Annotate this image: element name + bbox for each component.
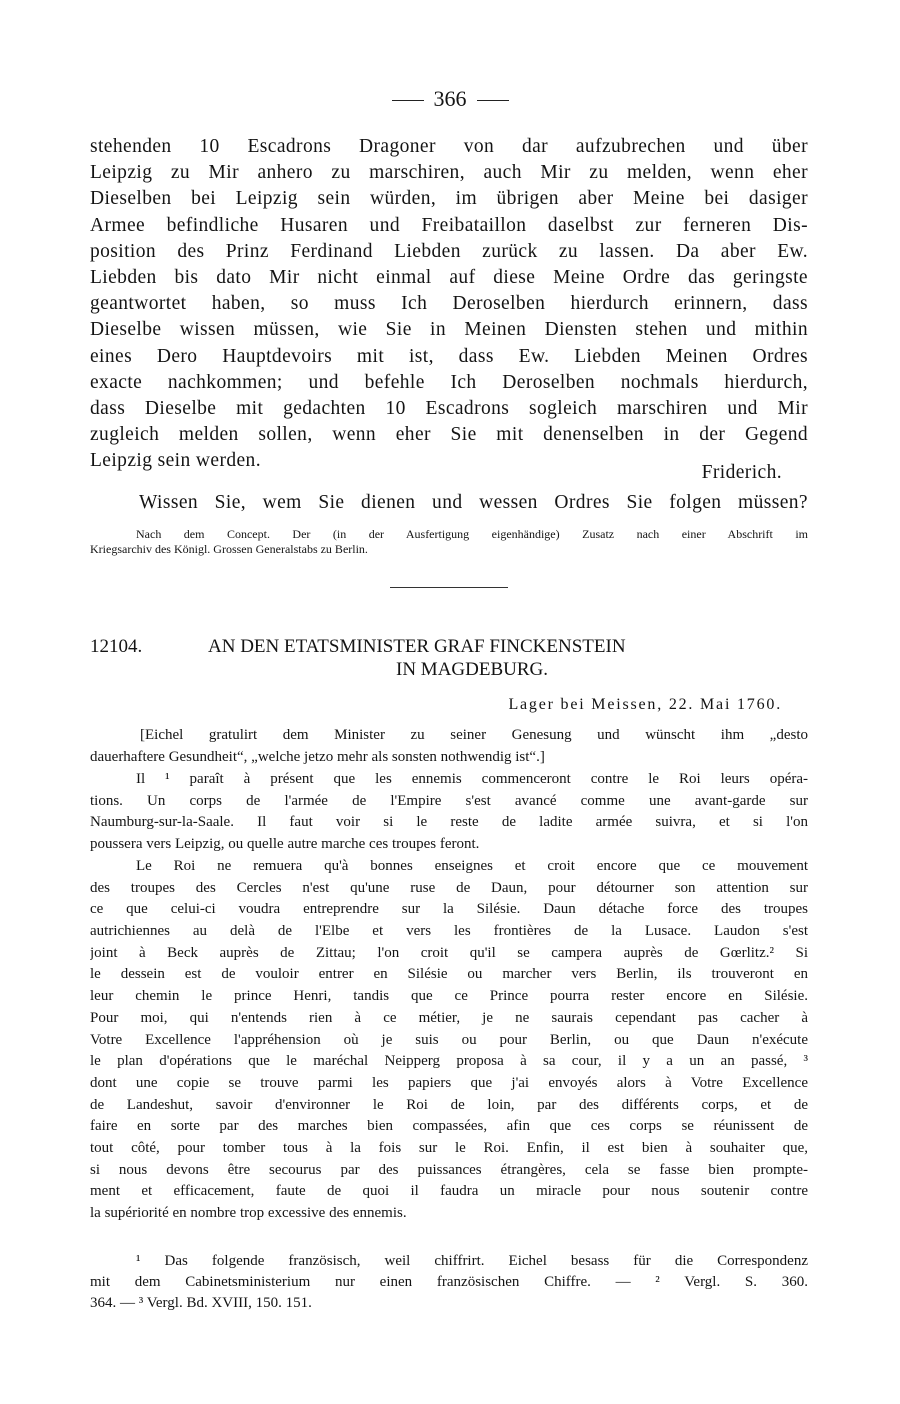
signature-block — [90, 460, 782, 486]
paragraph-line: dont une copie se trouve parmi les papiers que j'ai envoyés alors à Votre Excellence — [90, 1074, 808, 1091]
page-number: 366 — [433, 86, 467, 111]
letter-line: dass Dieselbe mit gedachten 10 Escadrons sogleich marschiren und Mir — [90, 397, 808, 419]
letter-body — [90, 134, 808, 474]
paragraph-line: Naumburg-sur-la-Saale. Il faut voir si le reste de ladite armée suivra, et si l'on — [90, 814, 808, 831]
footnote-line: ¹ Das folgende französisch, weil chiffrirt. Eichel besass für die Correspondenz — [136, 1253, 808, 1269]
document-number: 12104. — [90, 636, 143, 657]
letter-line: Liebden bis dato Mir nicht einmal auf diese Meine Ordre das geringste — [90, 266, 808, 288]
paragraph-line: ce que celui-ci voudra entreprendre sur la Silésie. Daun détache force des troupes — [90, 901, 808, 918]
paragraph-line: leur chemin le prince Henri, tandis que ce Prince pourra rester encore en Silésie. — [90, 988, 808, 1005]
paragraph-line: le plan d'opérations que le maréchal Neipperg proposa à sa cour, il y a un an passé, ³ — [90, 1053, 808, 1070]
page-number-header — [0, 86, 900, 112]
document-heading — [90, 635, 808, 681]
letter-line: exacte nachkommen; und befehle Ich Deroselben nochmals hierdurch, — [90, 371, 808, 393]
letter-line: stehenden 10 Escadrons Dragoner von dar aufzubrechen und über — [90, 136, 808, 157]
paragraph-2 — [90, 856, 808, 1225]
paragraph-line: de Landeshut, savoir d'environner le Roi de loin, par des différents corps, et de — [90, 1096, 808, 1113]
paragraph-line: Pour moi, qui n'entends rien à ce métier, je ne saurais cependant pas cacher à — [90, 1009, 808, 1026]
footnotes — [90, 1251, 808, 1314]
signature: Friderich. — [701, 462, 782, 483]
heading-line-1: AN DEN ETATSMINISTER GRAF FINCKENSTEIN — [208, 636, 626, 657]
letter-line: zugleich melden sollen, wenn eher Sie mit denenselben in der Gegend — [90, 424, 808, 446]
postscript: Wissen Sie, wem Sie dienen und wessen Ordres Sie folgen müssen? — [139, 492, 808, 513]
heading-line-2: IN MAGDEBURG. — [396, 659, 548, 680]
paragraph-line: Il ¹ paraît à présent que les ennemis commenceront contre le Roi leurs opéra- — [136, 771, 808, 787]
paragraph-line: poussera vers Leipzig, ou quelle autre marche ces troupes feront. — [90, 836, 480, 853]
letter-line: Armee befindliche Husaren und Freibataillon daselbst zur ferneren Dis- — [90, 214, 808, 236]
postscript-block — [139, 490, 808, 516]
paragraph-line: Votre Excellence l'appréhension où je suis ou pour Berlin, ou que Daun n'exécute — [90, 1031, 808, 1048]
letter-line: Dieselben bei Leipzig sein würden, im übrigen aber Meine bei dasiger — [90, 188, 808, 210]
paragraph-1 — [90, 769, 808, 856]
letter-line: Leipzig zu Mir anhero zu marschiren, auch Mir zu melden, wenn eher — [90, 162, 808, 184]
paragraph-line: tions. Un corps de l'armée de l'Empire s'est avancé comme une avant-garde sur — [90, 792, 808, 809]
header-dash-right — [477, 100, 509, 101]
paragraph-line: tout côté, pour tomber tous à la fois sur le Roi. Enfin, il est bien à souhaiter que, — [90, 1139, 808, 1156]
paragraph-line: joint à Beck auprès de Zittau; l'on croit qu'il se campera auprès de Gœrlitz.² Si — [90, 944, 808, 961]
paragraph-line: autrichiennes au delà de l'Elbe et vers les frontières de la Lusace. Laudon s'est — [90, 923, 808, 940]
source-note — [90, 527, 808, 557]
summary-line: [Eichel gratulirt dem Minister zu seiner Genesung und wünscht ihm „desto — [140, 727, 808, 743]
paragraph-line: si nous devons être secourus par des puissances étrangères, cela se fasse bien prompte- — [90, 1161, 808, 1178]
footnote-line: mit dem Cabinetsministerium nur einen französischen Chiffre. — ² Vergl. S. 360. — [90, 1274, 808, 1290]
letter-line: Leipzig sein werden. — [90, 450, 261, 472]
header-dash-left — [392, 100, 424, 101]
letter-line: position des Prinz Ferdinand Liebden zurück zu lassen. Da aber Ew. — [90, 240, 808, 262]
paragraph-line: faire en sorte par des marches bien compassées, afin que ces corps se réunissent de — [90, 1118, 808, 1135]
letter-line: geantwortet haben, so muss Ich Deroselben hierdurch erinnern, dass — [90, 293, 808, 315]
letter-line: Dieselbe wissen müssen, wie Sie in Meinen Diensten stehen und mithin — [90, 319, 808, 341]
source-note-line: Nach dem Concept. Der (in der Ausfertigung eigenhändige) Zusatz nach einer Abschrift im — [136, 527, 808, 541]
summary-line: dauerhaftere Gesundheit“, „welche jetzo mehr als sonsten nothwendig ist“.] — [90, 748, 545, 765]
paragraph-line: ment et efficacement, faute de quoi il faudra un miracle pour nous soutenir contre — [90, 1183, 808, 1200]
letter-line: eines Dero Hauptdevoirs mit ist, dass Ew. Liebden Meinen Ordres — [90, 345, 808, 367]
section-divider — [390, 587, 508, 588]
paragraph-line: Le Roi ne remuera qu'à bonnes enseignes et croit encore que ce mouvement — [136, 858, 808, 874]
source-note-line: Kriegsarchiv des Königl. Grossen Generalstabs zu Berlin. — [90, 542, 368, 556]
footnote-line: 364. — ³ Vergl. Bd. XVIII, 150. 151. — [90, 1295, 312, 1311]
place-date: Lager bei Meissen, 22. Mai 1760. — [508, 696, 782, 713]
summary-block — [90, 725, 808, 768]
paragraph-line: le dessein est de vouloir entrer en Silésie ou marcher vers Berlin, ils trouveront en — [90, 966, 808, 983]
paragraph-line: la supériorité en nombre trop excessive des ennemis. — [90, 1205, 407, 1221]
paragraph-line: des troupes des Cercles n'est qu'une ruse de Daun, pour détourner son attention sur — [90, 879, 808, 896]
